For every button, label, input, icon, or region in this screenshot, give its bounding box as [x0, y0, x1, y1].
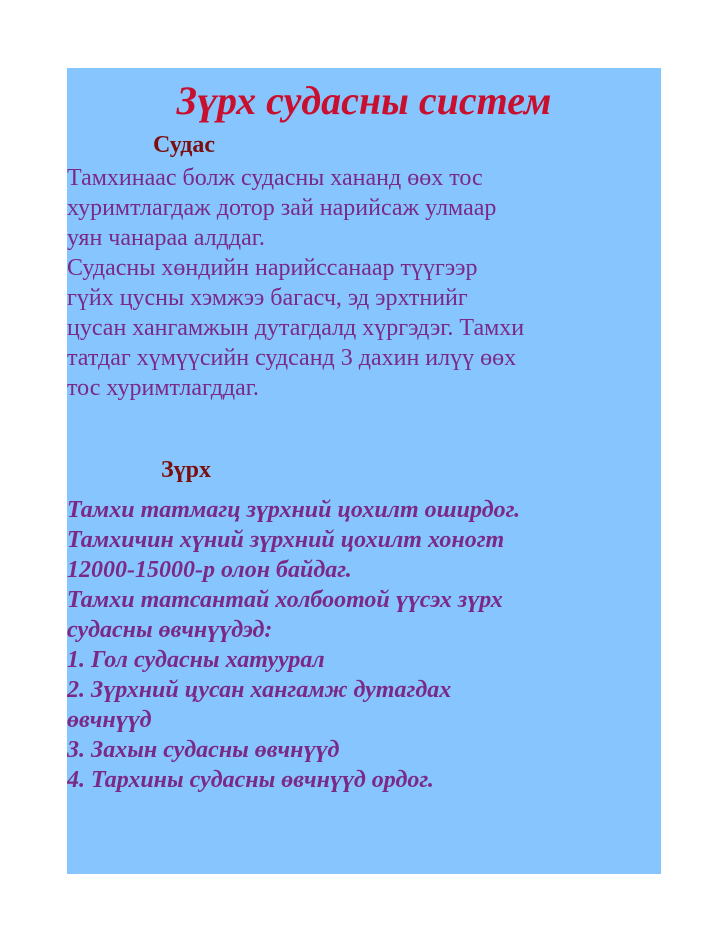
- slide-panel: [67, 68, 661, 874]
- text-line: Судасны хөндийн нарийссанаар түүгээр: [67, 255, 478, 281]
- section-body-zurkh: [67, 495, 520, 795]
- list-item: 3. Захын судасны өвчнүүд: [67, 737, 340, 763]
- list-item: 4. Тархины судасны өвчнүүд ордог.: [67, 767, 434, 793]
- text-line: Тамхинаас болж судасны хананд өөх тос: [67, 165, 483, 191]
- text-line: судасны өвчнүүдэд:: [67, 617, 273, 643]
- text-line: уян чанараа алддаг.: [67, 225, 265, 251]
- text-line: гүйх цусны хэмжээ багасч, эд эрхтнийг: [67, 285, 468, 311]
- slide-title: Зүрх судасны систем: [176, 78, 552, 123]
- text-line: Тамхи татсантай холбоотой үүсэх зүрх: [67, 587, 503, 613]
- section-heading-sudas: Судас: [153, 132, 216, 158]
- text-line: татдаг хүмүүсийн судсанд 3 дахин илүү өөх: [67, 345, 517, 371]
- text-line: цусан хангамжын дутагдалд хүргэдэг. Тамхи: [67, 315, 525, 341]
- list-item: өвчнүүд: [67, 707, 152, 733]
- section-heading-zurkh: Зүрх: [161, 457, 212, 483]
- text-line: Тамхи татмагц зүрхний цохилт оширдог.: [67, 497, 521, 523]
- list-item: 1. Гол судасны хатуурал: [67, 647, 325, 673]
- text-line: хуримтлагдаж дотор зай нарийсаж улмаар: [67, 195, 497, 221]
- text-line: Тамхичин хүний зүрхний цохилт хоногт: [67, 527, 505, 553]
- list-item: 2. Зүрхний цусан хангамж дутагдах: [67, 677, 452, 703]
- text-line: 12000-15000-р олон байдаг.: [67, 557, 352, 583]
- text-line: тос хуримтлагддаг.: [67, 375, 259, 401]
- section-body-sudas: [67, 163, 524, 403]
